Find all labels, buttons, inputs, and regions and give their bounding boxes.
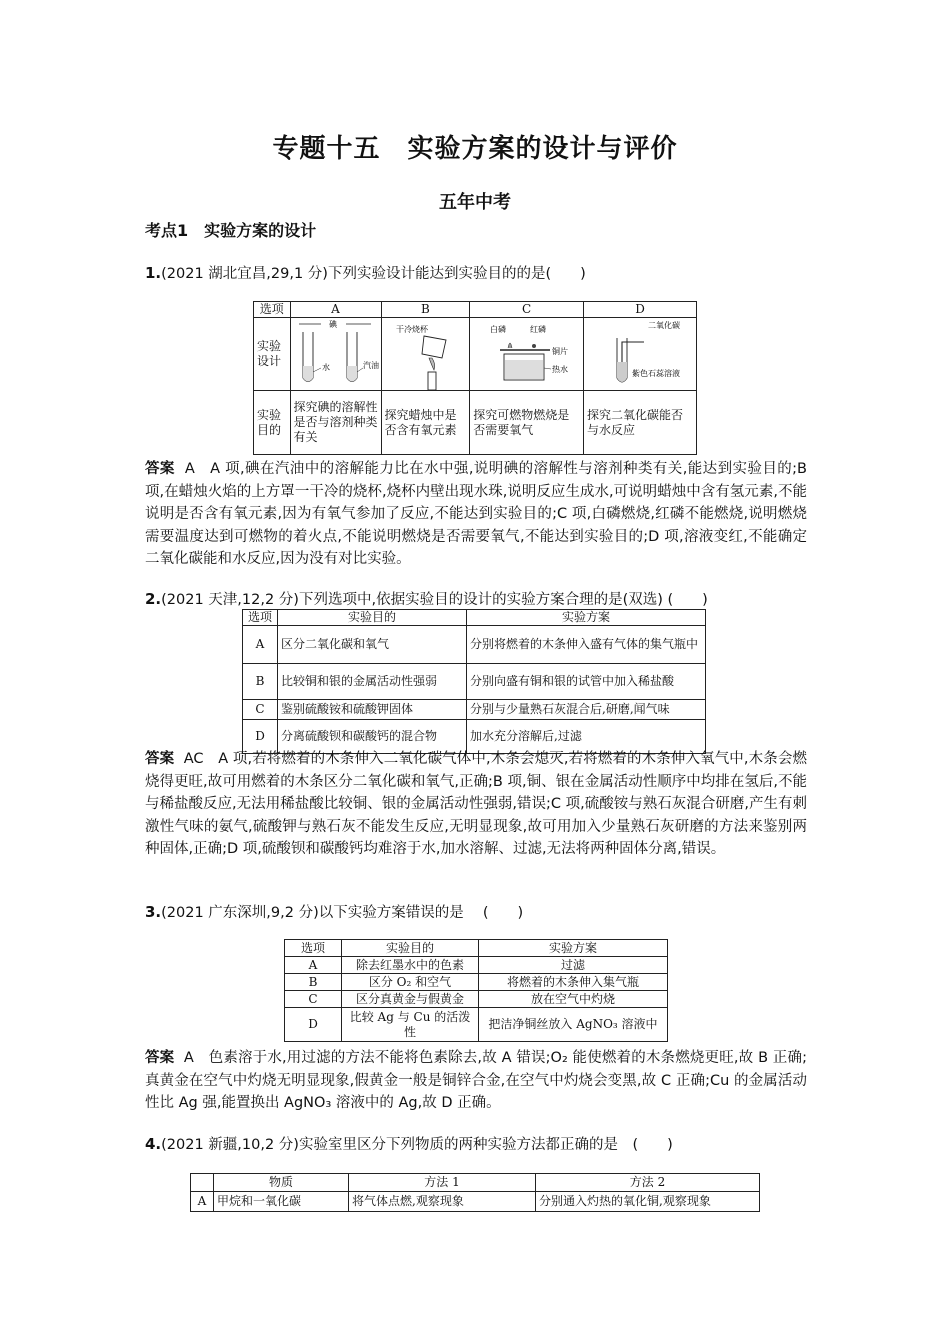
purpose-cell: 区分 O₂ 和空气 bbox=[342, 974, 479, 991]
label-litmus: 紫色石蕊溶液 bbox=[632, 369, 680, 378]
plan-cell: 分别与少量熟石灰混合后,研磨,闻气味 bbox=[467, 700, 706, 720]
purpose-cell: 鉴别硫酸铵和硫酸钾固体 bbox=[278, 700, 467, 720]
answer-text: A A 项,碘在汽油中的溶解能力比在水中强,说明碘的溶解性与溶剂种类有关,能达到实验目的;B 项,在蜡烛火焰的上方罩一干冷的烧杯,烧杯内壁出现水珠,说明反应生成水,可说明蜡烛中含有氢元素,不能说明是否含有氧元素,因为有氧气参加了反应,不能达到实验目的;C 项,白磷燃烧,红磷不能燃烧,说明燃烧需要温度达到可燃物的着火点,不能说明燃烧是否需要氧气,不能达到实验目的;D 项,溶液变红,不能确定二氧化碳能和水反应,因为没有对比实验。 bbox=[145, 461, 808, 567]
purpose-cell: 探究二氧化碳能否与水反应 bbox=[584, 391, 697, 455]
label-gasoline: 汽油 bbox=[362, 361, 379, 370]
label-hot-water: 热水 bbox=[552, 365, 569, 374]
q2-table bbox=[242, 609, 706, 754]
question-number: 3. bbox=[145, 903, 162, 921]
label-water: 水 bbox=[321, 363, 330, 372]
table-header: D bbox=[584, 302, 697, 318]
plan-cell: 过滤 bbox=[479, 957, 668, 974]
plan-cell: 加水充分溶解后,过滤 bbox=[467, 720, 706, 754]
figure-b bbox=[381, 318, 470, 391]
answer-label: 答案 bbox=[145, 1050, 175, 1066]
option-cell: A bbox=[285, 957, 342, 974]
answer-label: 答案 bbox=[145, 461, 175, 477]
table-header: 选项 bbox=[243, 610, 278, 626]
label-dry-beaker: 干冷烧杯 bbox=[395, 325, 428, 334]
question-number: 1. bbox=[145, 264, 162, 282]
table-header: C bbox=[470, 302, 584, 318]
table-header: 物质 bbox=[214, 1174, 349, 1192]
plan-cell: 放在空气中灼烧 bbox=[479, 991, 668, 1008]
table-header: A bbox=[290, 302, 381, 318]
figure-c bbox=[470, 318, 584, 391]
plan-cell: 将燃着的木条伸入集气瓶 bbox=[479, 974, 668, 991]
table-header: B bbox=[381, 302, 470, 318]
purpose-cell: 除去红墨水中的色素 bbox=[342, 957, 479, 974]
question-4-stem bbox=[145, 1133, 673, 1154]
purpose-cell: 探究可燃物燃烧是否需要氧气 bbox=[470, 391, 584, 455]
row-label: 实验目的 bbox=[254, 391, 291, 455]
page-title: 专题十五 实验方案的设计与评价 bbox=[272, 134, 678, 164]
combustion-figure bbox=[470, 318, 581, 390]
method-cell: 分别通入灼热的氧化铜,观察现象 bbox=[536, 1192, 760, 1212]
option-cell: A bbox=[191, 1192, 214, 1212]
table-header bbox=[191, 1174, 214, 1192]
plan-cell: 分别将燃着的木条伸入盛有气体的集气瓶中 bbox=[467, 626, 706, 664]
question-3-stem bbox=[145, 901, 523, 922]
table-header: 实验方案 bbox=[467, 610, 706, 626]
label-co2: 二氧化碳 bbox=[648, 321, 680, 330]
label-red-phosphorus: 红磷 bbox=[530, 325, 547, 334]
purpose-cell: 探究蜡烛中是否含有氧元素 bbox=[381, 391, 470, 455]
option-cell: C bbox=[243, 700, 278, 720]
option-cell: B bbox=[243, 664, 278, 700]
purpose-cell: 比较铜和银的金属活动性强弱 bbox=[278, 664, 467, 700]
purpose-cell: 比较 Ag 与 Cu 的活泼性 bbox=[342, 1008, 479, 1042]
q1-answer bbox=[145, 458, 807, 571]
table-header: 选项 bbox=[285, 940, 342, 957]
option-cell: A bbox=[243, 626, 278, 664]
option-cell: C bbox=[285, 991, 342, 1008]
plan-cell: 分别向盛有铜和银的试管中加入稀盐酸 bbox=[467, 664, 706, 700]
purpose-cell: 区分真黄金与假黄金 bbox=[342, 991, 479, 1008]
table-header: 实验方案 bbox=[479, 940, 668, 957]
answer-text: AC A 项,若将燃着的木条伸入二氧化碳气体中,木条会熄灭,若将燃着的木条伸入氧气中,木条会燃烧得更旺,故可用燃着的木条区分二氧化碳和氧气,正确;B 项,铜、银在金属活动性顺序中均排在氢后,不能与稀盐酸反应,无法用稀盐酸比较铜、银的金属活动性强弱,错误;C 项,硫酸铵与熟石灰混合研磨,产生有刺激性气味的氨气,硫酸钾与熟石灰不能发生反应,无明显现象,故可用加入少量熟石灰研磨的方法来鉴别两种固体,正确;D 项,硫酸钡和碳酸钙均难溶于水,加水溶解、过滤,无法将两种固体分离,错误。 bbox=[145, 751, 807, 857]
table-header: 实验目的 bbox=[278, 610, 467, 626]
candle-figure bbox=[382, 318, 468, 390]
option-cell: D bbox=[243, 720, 278, 754]
substance-cell: 甲烷和一氧化碳 bbox=[214, 1192, 349, 1212]
method-cell: 将气体点燃,观察现象 bbox=[349, 1192, 536, 1212]
question-text: (2021 天津,12,2 分)下列选项中,依据实验目的设计的实验方案合理的是(双选) ( ) bbox=[161, 592, 708, 608]
q1-table bbox=[253, 301, 697, 455]
purpose-cell: 探究碘的溶解性是否与溶剂种类有关 bbox=[290, 391, 381, 455]
label-white-phosphorus: 白磷 bbox=[490, 325, 507, 334]
question-number: 4. bbox=[145, 1135, 162, 1153]
question-1-stem bbox=[145, 262, 586, 283]
question-2-stem bbox=[145, 588, 708, 609]
test-tubes-figure bbox=[291, 318, 381, 390]
q2-answer bbox=[145, 748, 807, 861]
label-copper-sheet: 铜片 bbox=[552, 347, 569, 356]
question-text: (2021 湖北宜昌,29,1 分)下列实验设计能达到实验目的的是( ) bbox=[161, 266, 586, 282]
option-cell: D bbox=[285, 1008, 342, 1042]
table-header: 方法 1 bbox=[349, 1174, 536, 1192]
figure-d bbox=[584, 318, 697, 391]
option-cell: B bbox=[285, 974, 342, 991]
question-text: (2021 广东深圳,9,2 分)以下实验方案错误的是 ( ) bbox=[161, 905, 524, 921]
label-iodine: 碘 bbox=[328, 320, 337, 329]
q3-answer bbox=[145, 1047, 807, 1115]
answer-text: A 色素溶于水,用过滤的方法不能将色素除去,故 A 错误;O₂ 能使燃着的木条燃烧更旺,故 B 正确;真黄金在空气中灼烧无明显现象,假黄金一般是铜锌合金,在空气中灼烧会变黑,故 C 正确;Cu 的金属活动性比 Ag 强,能置换出 AgNO₃ 溶液中的 Ag,故 D 正确。 bbox=[145, 1050, 808, 1111]
co2-figure bbox=[584, 318, 696, 390]
table-header: 方法 2 bbox=[536, 1174, 760, 1192]
question-text: (2021 新疆,10,2 分)实验室里区分下列物质的两种实验方法都正确的是 ( ) bbox=[161, 1137, 673, 1153]
figure-a bbox=[290, 318, 381, 391]
section-heading: 考点1 实验方案的设计 bbox=[145, 221, 317, 240]
answer-label: 答案 bbox=[145, 751, 175, 767]
q4-table bbox=[190, 1173, 760, 1212]
subtitle: 五年中考 bbox=[439, 192, 511, 213]
table-header: 实验目的 bbox=[342, 940, 479, 957]
q3-table bbox=[284, 939, 668, 1042]
purpose-cell: 区分二氧化碳和氧气 bbox=[278, 626, 467, 664]
row-label: 实验设计 bbox=[254, 318, 291, 391]
question-number: 2. bbox=[145, 590, 162, 608]
plan-cell: 把洁净铜丝放入 AgNO₃ 溶液中 bbox=[479, 1008, 668, 1042]
table-header: 选项 bbox=[254, 302, 291, 318]
purpose-cell: 分离硫酸钡和碳酸钙的混合物 bbox=[278, 720, 467, 754]
